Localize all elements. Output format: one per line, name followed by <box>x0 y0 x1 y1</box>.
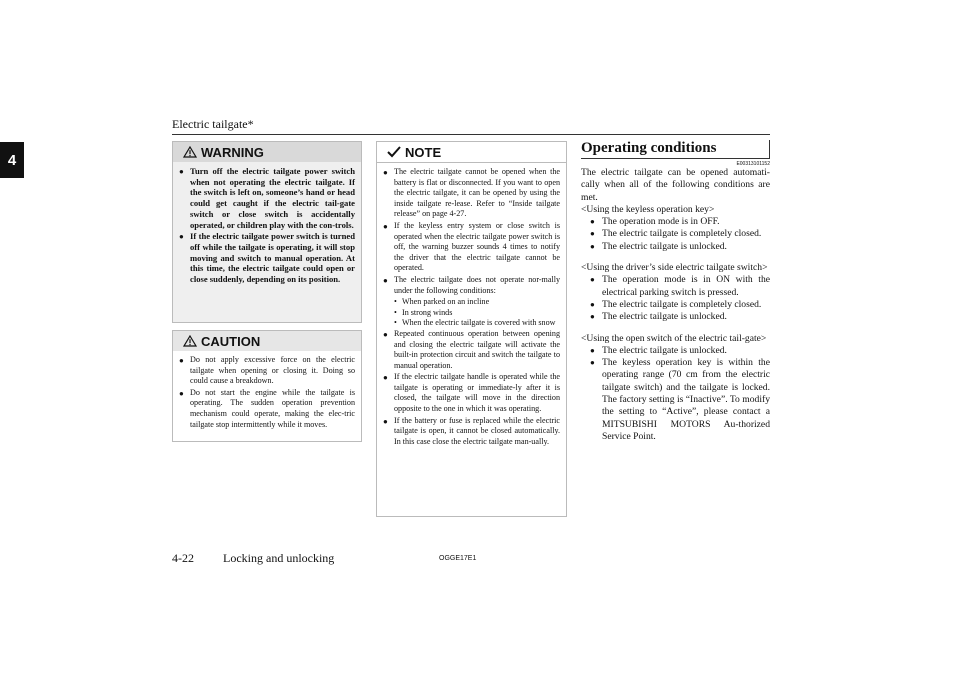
bullet-icon: ● <box>179 167 184 176</box>
bullet-icon: ● <box>590 358 595 368</box>
caution-item: ● Do not start the engine while the tailgate is operating. The sudden operation prevention mechanism could operate, making the elec-tric tailgate stop intermittently while it moves. <box>179 387 355 429</box>
condition-item: ● The electric tailgate is completely closed. <box>590 298 762 310</box>
warning-label: WARNING <box>201 144 264 160</box>
condition-group-heading: <Using the open switch of the electric tail-gate> <box>581 332 767 344</box>
condition-item: ● The operation mode is in ON with the electrical parking switch is pressed. <box>590 274 770 298</box>
bullet-icon: ● <box>383 373 388 383</box>
bullet-icon: ● <box>383 168 388 177</box>
bullet-icon: ● <box>383 416 388 426</box>
note-header <box>377 142 566 163</box>
note-item: ● If the battery or fuse is replaced while the electric tailgate is open, it cannot be closed automatically. In this case close the electric tailgate man-ually. <box>383 415 560 446</box>
bullet-icon: ● <box>590 275 595 285</box>
bullet-icon: ● <box>179 356 184 365</box>
note-item: ● Repeated continuous operation between opening and closing the electric tailgate will activate the built-in protection circuit and switch the tailgate to manual operation. <box>383 328 560 370</box>
bullet-icon: ● <box>383 329 388 339</box>
section-code: E00313101152 <box>736 161 770 167</box>
bullet-icon: ● <box>383 221 388 231</box>
bullet-icon: ● <box>179 388 184 398</box>
warning-box <box>172 141 362 323</box>
page-number: 4-22 <box>172 551 194 565</box>
condition-item: ● The keyless operation key is within the operating range (70 cm from the electric tailgate switch) and the tailgate is locked. The factory setting is “Inactive”. To modify the setting to “Active”, please contact a MITSUBISHI MOTORS Au-thorized Service Point. <box>590 357 770 442</box>
caution-label: CAUTION <box>201 333 261 349</box>
condition-item: ● The electric tailgate is unlocked. <box>590 311 727 323</box>
note-item: ● If the electric tailgate handle is operated while the tailgate is operating or immediate-ly after it is closed, the tailgate will move in the direction opposite to the one in which it was operating. <box>383 372 560 414</box>
bullet-icon: ● <box>590 299 595 309</box>
note-item: ● The electric tailgate does not operate nor-mally under the following conditions: <box>383 274 560 295</box>
caution-header <box>173 331 361 351</box>
header-rule <box>172 134 770 135</box>
chapter-tab: 4 <box>0 142 24 178</box>
condition-item: ● The electric tailgate is unlocked. <box>590 344 727 356</box>
caution-item: ● Do not apply excessive force on the electric tailgate when opening or closing it. Doing so could cause a breakdown. <box>179 355 355 386</box>
condition-item: ● The operation mode is in OFF. <box>590 216 720 228</box>
caution-box <box>172 330 362 442</box>
note-label: NOTE <box>405 144 442 160</box>
running-header: Electric tailgate* <box>172 117 254 131</box>
warning-item: ● If the electric tailgate power switch is turned off while the tailgate is operating, it will stop moving and switch to manual operation. At this time, the electric tailgate could open or close suddenly, depending on its position. <box>179 231 355 285</box>
note-subitem: • When parked on an incline <box>394 297 490 307</box>
condition-group-heading: <Using the driver’s side electric tailgate switch> <box>581 262 768 274</box>
bullet-icon: ● <box>590 229 595 239</box>
condition-item: ● The electric tailgate is unlocked. <box>590 240 727 252</box>
document-code: OGGE17E1 <box>439 555 477 562</box>
bullet-icon: ● <box>590 312 595 322</box>
bullet-icon: ● <box>179 232 184 242</box>
bullet-icon: ● <box>590 217 595 227</box>
bullet-icon: ● <box>590 345 595 355</box>
condition-item: ● The electric tailgate is completely closed. <box>590 228 762 240</box>
bullet-icon: ● <box>383 275 388 285</box>
note-check-icon <box>387 146 401 158</box>
note-subitem: • In strong winds <box>394 307 453 317</box>
operating-conditions-text <box>581 167 770 443</box>
bullet-icon: ● <box>590 241 595 251</box>
warning-header <box>173 142 361 162</box>
note-box <box>376 141 567 517</box>
note-subitem: • When the electric tailgate is covered with snow <box>394 318 556 328</box>
condition-group-heading: <Using the keyless operation key> <box>581 203 715 215</box>
footer-section-title: Locking and unlocking <box>223 551 335 565</box>
note-item: ● If the keyless entry system or close switch is operated when the electric tailgate power switch is off, the warning buzzer sounds 4 times to notify the driver that the electric tailgate cannot be operated. <box>383 220 560 273</box>
warning-icon <box>183 146 197 158</box>
section-heading: Operating conditions <box>581 140 770 159</box>
intro-paragraph: The electric tailgate can be opened automati-cally when all of the following conditions are met. <box>581 167 770 203</box>
note-item: ● The electric tailgate cannot be opened when the battery is flat or disconnected. If you want to open the electric tailgate, it can be opened by using the inside tailgate re-lease. Refer to “Inside tailgate release” on page 4-27. <box>383 167 560 219</box>
caution-icon <box>183 335 197 347</box>
warning-item: ● Turn off the electric tailgate power switch when not operating the electric tailgate. If the switch is left on, someone’s hand or head could get caught if the electric tail-gate switch or close switch is accidentally operated, or children play with the con-trols. <box>179 166 355 230</box>
